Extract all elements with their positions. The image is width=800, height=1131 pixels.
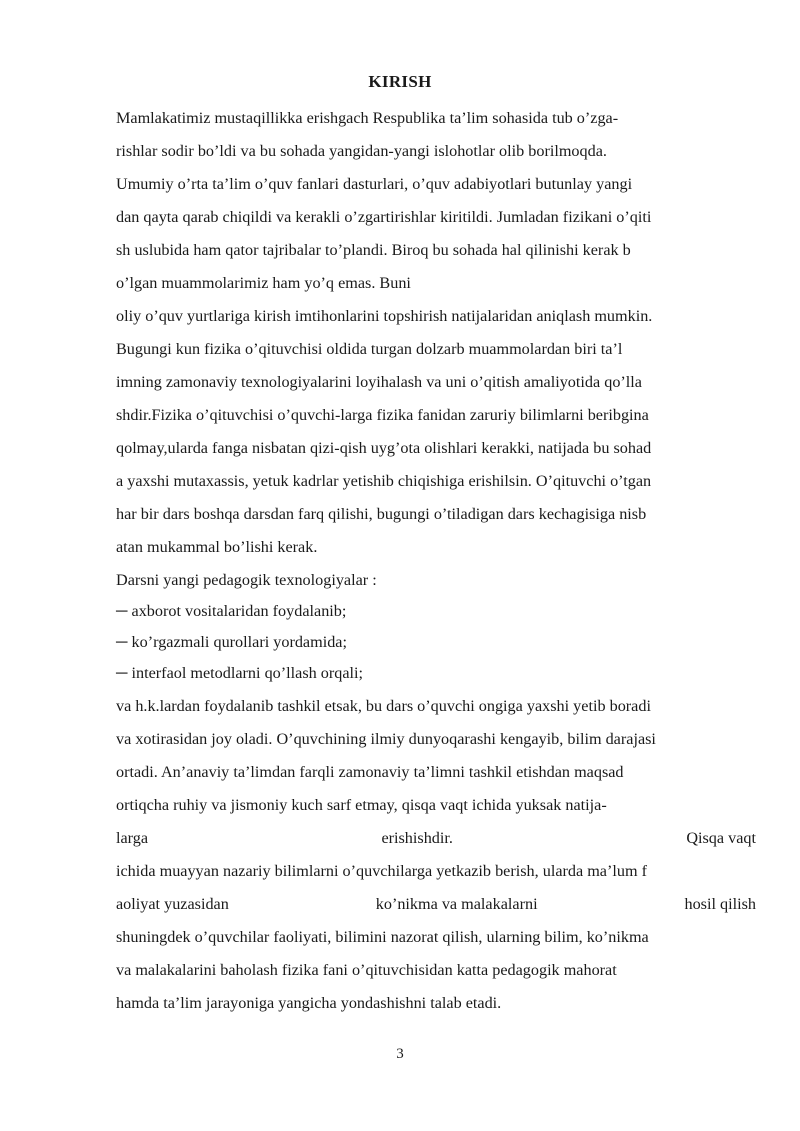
text-line: Mamlakatimiz mustaqillikka erishgach Respublika ta’lim sohasida tub o’zga-	[116, 109, 619, 127]
text-fragment: Qisqa vaqt	[686, 829, 756, 847]
list-item: ─ axborot vositalaridan foydalanib;	[116, 602, 347, 620]
text-line: atan mukammal bo’lishi kerak.	[116, 538, 318, 556]
text-line: qolmay,ularda fanga nisbatan qizi-qish uyg’ota olishlari kerakki, natijada bu sohad	[116, 439, 652, 457]
text-line: dan qayta qarab chiqildi va kerakli o’zgartirishlar kiritildi. Jumladan fizikani o’qiti	[116, 208, 652, 226]
text-fragment: larga	[116, 829, 149, 847]
text-line: Darsni yangi pedagogik texnologiyalar :	[116, 571, 377, 589]
text-line: imning zamonaviy texnologiyalarini loyihalash va uni o’qitish amaliyotida qo’lla	[116, 373, 642, 391]
text-line: va xotirasidan joy oladi. O’quvchining ilmiy dunyoqarashi kengayib, bilim darajasi	[116, 730, 656, 748]
text-fragment: hosil qilish	[684, 895, 756, 913]
justified-line	[116, 894, 756, 914]
text-line: Bugungi kun fizika o’qituvchisi oldida turgan dolzarb muammolardan biri ta’l	[116, 340, 623, 358]
list-item: ─ interfaol metodlarni qo’llash orqali;	[116, 664, 364, 682]
text-line: ortiqcha ruhiy va jismoniy kuch sarf etmay, qisqa vaqt ichida yuksak natija-	[116, 796, 607, 814]
page-number: 3	[396, 1046, 404, 1062]
justified-line	[116, 828, 756, 848]
text-line: hamda ta’lim jarayoniga yangicha yondashishni talab etadi.	[116, 994, 502, 1012]
text-line: a yaxshi mutaxassis, yetuk kadrlar yetishib chiqishiga erishilsin. O’qituvchi o’tgan	[116, 472, 652, 490]
text-line: shuningdek o’quvchilar faoliyati, bilimini nazorat qilish, ularning bilim, ko’nikma	[116, 928, 649, 946]
text-fragment: aoliyat yuzasidan	[116, 895, 229, 913]
list-item: ─ ko’rgazmali qurollari yordamida;	[116, 633, 347, 651]
text-fragment: ko’nikma va malakalarni	[375, 895, 538, 913]
text-line: sh uslubida ham qator tajribalar to’plandi. Biroq bu sohada hal qilinishi kerak b	[116, 241, 631, 259]
text-line: ortadi. An’anaviy ta’limdan farqli zamonaviy ta’limni tashkil etishdan maqsad	[116, 763, 624, 781]
text-line: va h.k.lardan foydalanib tashkil etsak, bu dars o’quvchi ongiga yaxshi yetib boradi	[116, 697, 651, 715]
text-line: shdir.Fizika o’qituvchisi o’quvchi-larga fizika fanidan zaruriy bilimlarni beribgina	[116, 406, 649, 424]
text-line: Umumiy o’rta ta’lim o’quv fanlari dasturlari, o’quv adabiyotlari butunlay yangi	[116, 175, 633, 193]
text-line: ichida muayyan nazariy bilimlarni o’quvchilarga yetkazib berish, ularda ma’lum f	[116, 862, 648, 880]
text-line: va malakalarini baholash fizika fani o’qituvchisidan katta pedagogik mahorat	[116, 961, 617, 979]
text-line: oliy o’quv yurtlariga kirish imtihonlarini topshirish natijalaridan aniqlash mumkin.	[116, 307, 653, 325]
text-line: har bir dars boshqa darsdan farq qilishi, bugungi o’tiladigan dars kechagisiga nisb	[116, 505, 647, 523]
text-line: o’lgan muammolarimiz ham yo’q emas. Buni	[116, 274, 411, 292]
section-title: KIRISH	[368, 72, 432, 91]
text-line: rishlar sodir bo’ldi va bu sohada yangidan-yangi islohotlar olib borilmoqda.	[116, 142, 607, 160]
text-fragment: erishishdir.	[381, 829, 453, 847]
